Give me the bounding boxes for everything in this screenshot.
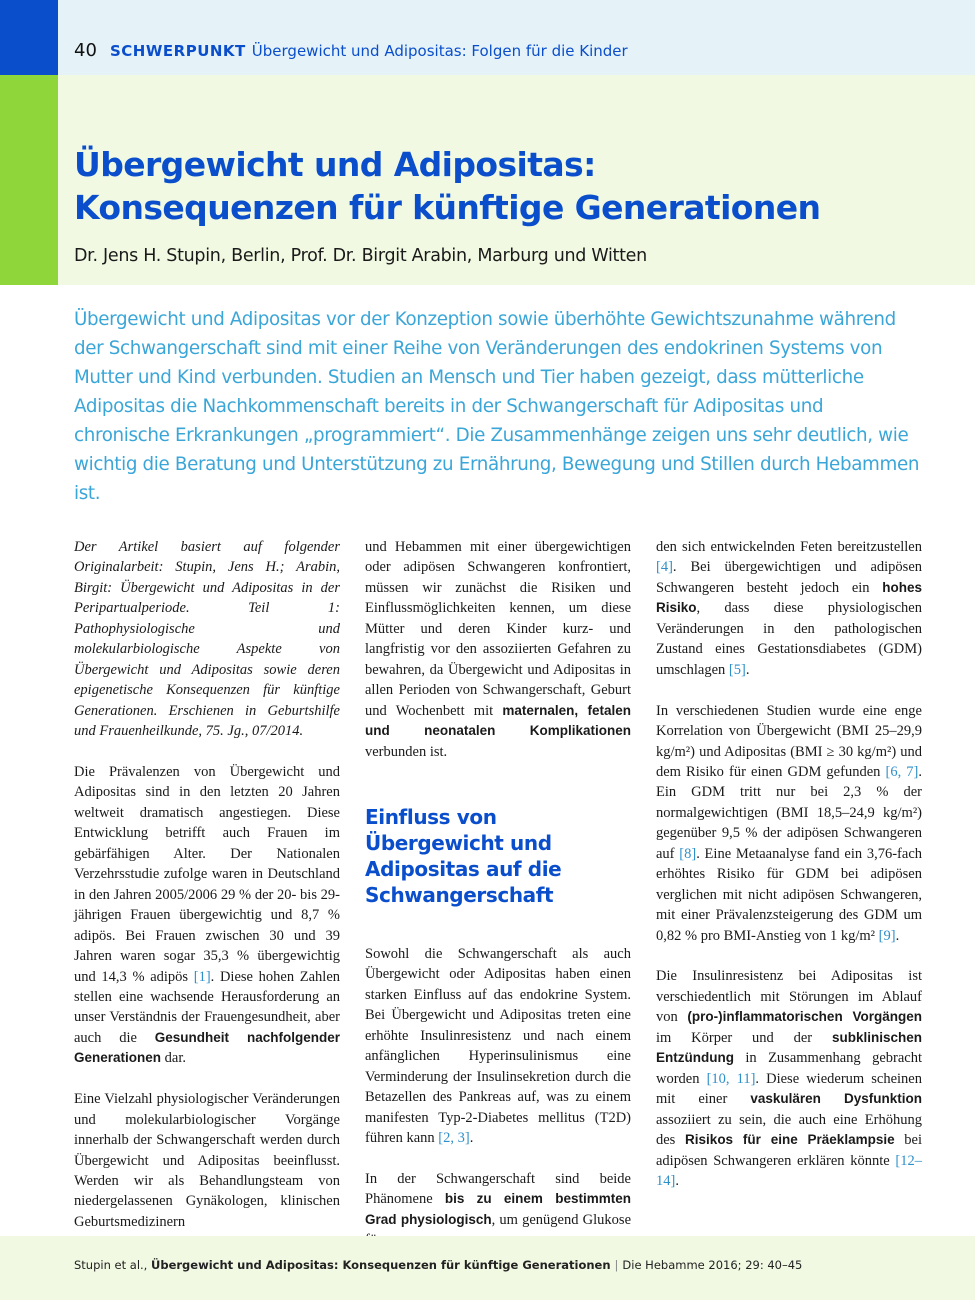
footer-title: Übergewicht und Adipositas: Konsequenzen für künftige Generationen [151, 1258, 611, 1272]
paragraph: den sich entwickelnden Feten bereitzustellen [4]. Bei übergewichtigen und adipösen Schwangeren besteht jedoch ein hohes Risiko, dass diese physiologischen Veränderungen in den pathologischen Zustand eines Gestationsdiabetes (GDM) umschlagen [5]. [656, 539, 922, 678]
source-note: Der Artikel basiert auf folgender Originalarbeit: Stupin, Jens H.; Arabin, Birgit: Übergewicht und Adipositas in der Peripartualperiode. Teil 1: Pathophysiologische und molekularbiologische Aspekte von Übergewicht und Adipositas sowie deren epigenetische Konsequenzen für künftige Generationen. Erschienen in Geburtshilfe und Frauenheilkunde, 75. Jg., 07/2014. [74, 539, 340, 740]
emphasis: maternalen, fetalen und neonatalen Komplikationen [365, 702, 632, 739]
citation-link[interactable]: [12–14] [656, 1152, 923, 1190]
title-accent-block [0, 75, 58, 285]
footer-authors: Stupin et al., [74, 1258, 148, 1272]
emphasis: (pro-)inflammatorischen Vorgängen [687, 1009, 922, 1025]
article-abstract: Übergewicht und Adipositas vor der Konzeption sowie überhöhte Gewichtszunahme während der Schwangerschaft sind mit einer Reihe von Veränderungen des endokrinen Systems von Mutter und Kind verbunden. Studien an Mensch und Tier haben gezeigt, dass mütterliche Adipositas die Nachkommenschaft bereits in der Schwangerschaft für Adipositas und chronische Erkrankungen „programmiert“. Die Zusammenhänge zeigen uns sehr deutlich, wie wichtig die Beratung und Unterstützung zu Ernährung, Bewegung und Stillen durch Hebammen ist. [74, 309, 920, 504]
article-title [74, 143, 954, 229]
paragraph: Eine Vielzahl physiologischer Veränderungen und molekularbiologischer Vorgänge innerhalb der Schwangerschaft werden durch Übergewicht und Adipositas beeinflusst. Werden wir als Behandlungsteam von niedergelassenen Gynäkologen, klinischen Geburtsmedizinern [74, 1091, 340, 1230]
emphasis: hohes Risiko [656, 579, 922, 616]
citation-link[interactable]: [8] [679, 845, 697, 862]
citation-link[interactable]: [10, 11] [706, 1070, 756, 1087]
paragraph: In verschiedenen Studien wurde eine enge Korrelation von Übergewicht (BMI 25–29,9 kg/m²) und Adipositas (BMI ≥ 30 kg/m²) und dem Risiko für einen GDM gefunden [6, 7]. Ein GDM tritt nur bei 2,3 % der normalgewichtigen (BMI 18,5–24,9 kg/m²) gegenüber 9,5 % der adipösen Schwangeren auf [8]. Eine Metaanalyse fand ein 3,76-fach erhöhtes Risiko für GDM bei adipösen verglichen mit nicht adipösen Schwangeren, mit einer Prävalenzsteigerung des GDM um 0,82 % pro BMI-Anstieg von 1 kg/m² [9]. [656, 702, 922, 944]
footer-citation: Die Hebamme 2016; 29: 40–45 [622, 1258, 803, 1272]
article-title-line1: Übergewicht und Adipositas: [74, 145, 596, 184]
emphasis: bis zu einem bestimmten Grad physiologisch [365, 1191, 631, 1227]
header-accent-block [0, 0, 58, 75]
citation-link[interactable]: [5] [728, 661, 746, 678]
text-column-3 [656, 537, 922, 1212]
paragraph: Sowohl die Schwangerschaft als auch Übergewicht oder Adipositas haben einen starken Einfluss auf das endokrine System. Bei Übergewicht und Adipositas treten eine erhöhte Insulinresistenz und nach einem anfänglichen Hyperinsulinismus eine Verminderung der Insulinsekretion durch die Betazellen des Pankreas auf, was zu einem manifesten Typ-2-Diabetes mellitus (T2D) führen kann [2, 3]. [365, 945, 631, 1147]
citation-link[interactable]: [9] [878, 927, 896, 944]
paragraph: und Hebammen mit einer übergewichtigen oder adipösen Schwangeren konfrontiert, müssen wir zunächst die Risiken und Einflussmöglichkeiten kennen, um diese Mütter und deren Kinder kurz- und langfristig vor den assoziierten Gefahren zu bewahren, da Übergewicht und Adipositas in allen Perioden von Schwangerschaft, Geburt und Wochenbett mit maternalen, fetalen und neonatalen Komplikationen verbunden ist. [365, 539, 632, 760]
article-authors: Dr. Jens H. Stupin, Berlin, Prof. Dr. Birgit Arabin, Marburg und Witten [74, 246, 647, 266]
emphasis: subklinischen Entzündung [656, 1029, 923, 1066]
paragraph: In der Schwangerschaft sind beide Phänomene bis zu einem bestimmten Grad physiologisch, um genügend Glukose [365, 1170, 631, 1228]
citation-link[interactable]: [1] [193, 968, 211, 985]
footer-separator: | [614, 1258, 619, 1272]
running-head [110, 42, 628, 60]
header-band [0, 0, 975, 75]
page-footer [74, 1258, 802, 1272]
section-heading: Einfluss von Übergewicht und Adipositas auf die Schwangerschaft [365, 804, 562, 907]
citation-link[interactable]: [6, 7] [885, 763, 919, 780]
paragraph: Die Prävalenzen von Übergewicht und Adipositas sind in den letzten 20 Jahren weltweit dramatisch angestiegen. Diese Entwicklung betrifft auch Frauen im gebärfähigen Alter. Der Nationalen Verzehrsstudie zufolge waren in Deutschland in den Jahren 2005/2006 29 % der 20- bis 29-jährigen Frauen übergewichtig und 8,7 % adipös. Bei Frauen zwischen 30 und 39 Jahren waren sogar 35,3 % übergewichtig und 14,3 % adipös [1]. Diese hohen Zahlen stellen eine wachsende Herausforderung an unser Verständnis der Frauengesundheit, aber auch die Gesundheit nachfolgender Generationen dar. [74, 763, 341, 1067]
text-column-2 [365, 537, 631, 1271]
emphasis: Gesundheit nachfolgender Generationen [74, 1029, 340, 1066]
citation-link[interactable]: [4] [656, 559, 673, 576]
emphasis: vaskulären Dysfunktion [750, 1091, 922, 1107]
section-topic: Übergewicht und Adipositas: Folgen für die Kinder [251, 42, 628, 60]
page-number: 40 [74, 40, 97, 61]
emphasis: Risikos für eine Präeklampsie [685, 1132, 895, 1148]
section-label: SCHWERPUNKT [110, 42, 246, 60]
text-column-1 [74, 537, 340, 1253]
paragraph: Die Insulinresistenz bei Adipositas ist verschiedentlich mit Störungen im Ablauf von (pro-)inflammatorischen Vorgängen im Körper und der subklinischen Entzündung in Zusammenhang gebracht worden [10, 11]. Diese wiederum scheinen mit einer vaskulären Dysfunktion assoziiert zu sein, die auch eine Erhöhung des Risikos für eine Präeklampsie bei adipösen Schwangeren erklären könnte [12–14]. [656, 968, 923, 1190]
article-title-line2: Konsequenzen für künftige Generationen [74, 188, 821, 227]
citation-link[interactable]: [2, 3] [438, 1130, 470, 1147]
